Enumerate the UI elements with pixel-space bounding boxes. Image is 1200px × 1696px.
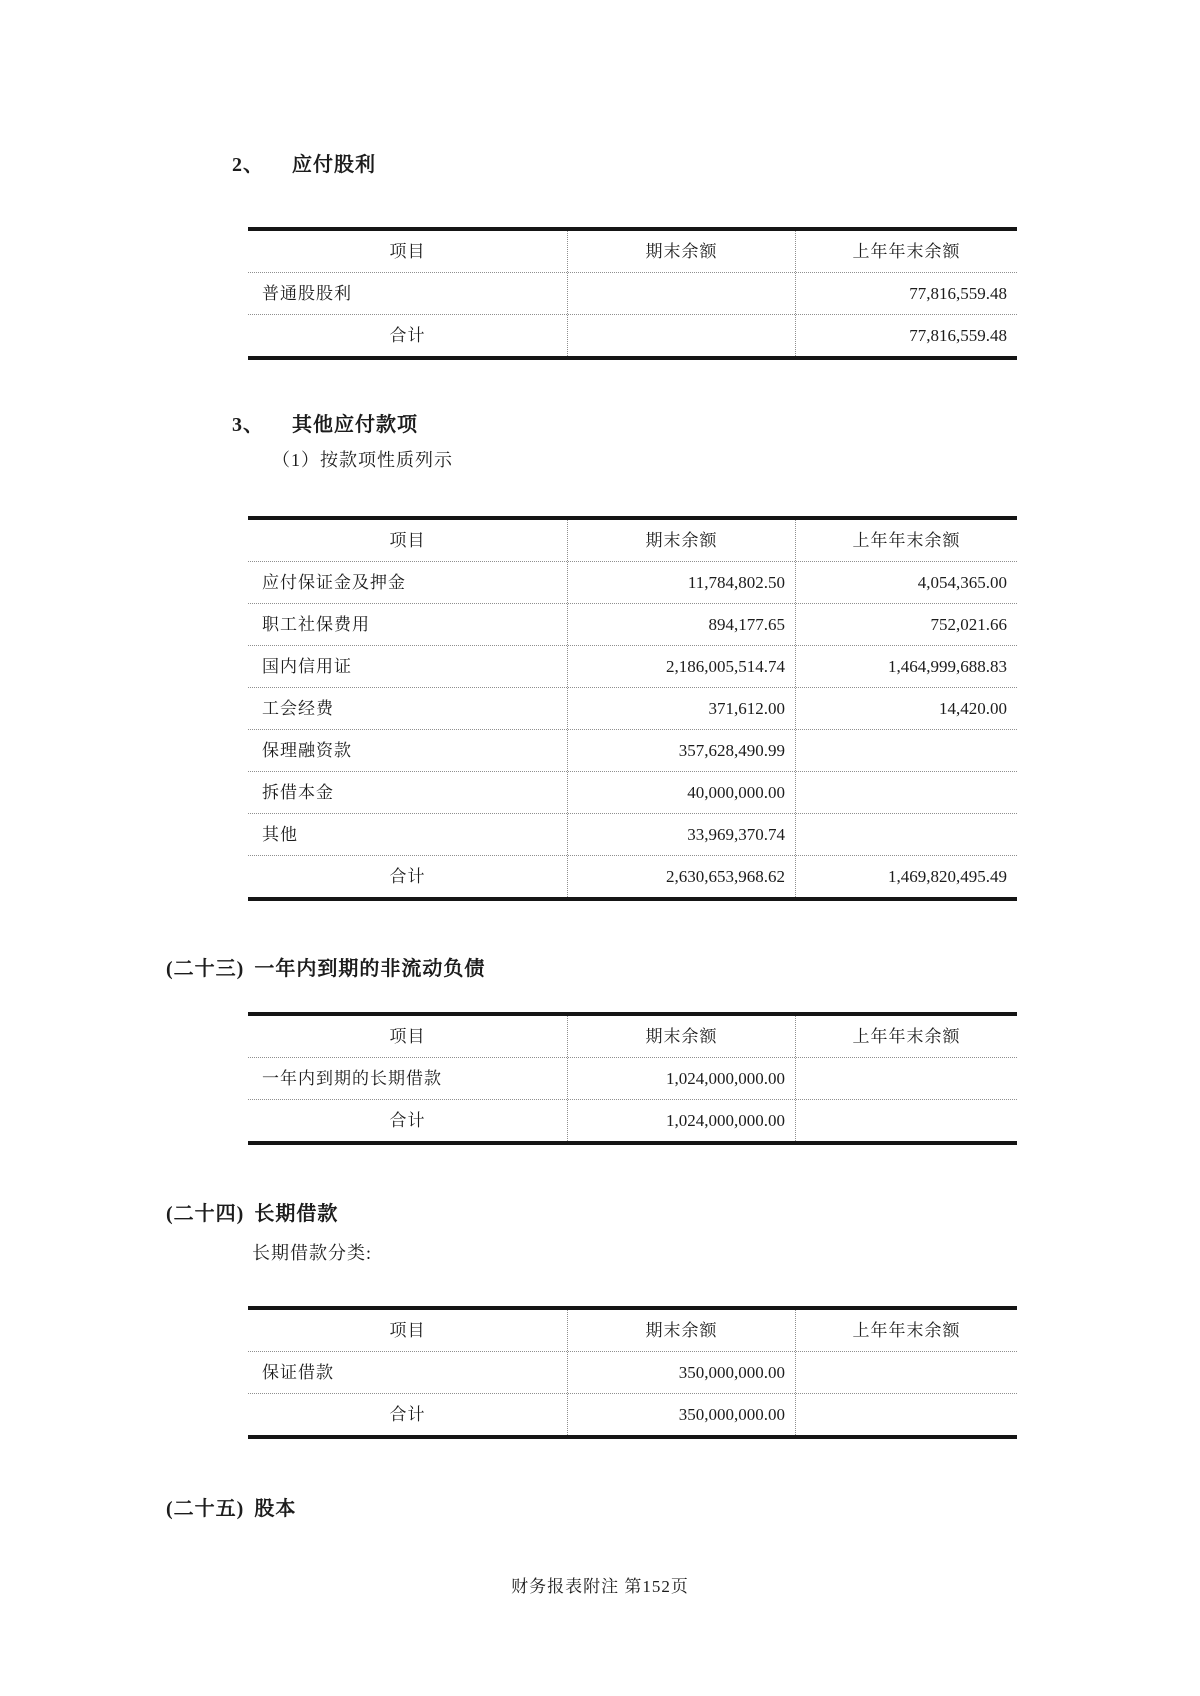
row-prior-year-balance: 1,464,999,688.83 <box>795 646 1017 687</box>
table-total-row <box>248 1099 1017 1141</box>
column-header-item: 项目 <box>389 1321 426 1340</box>
total-prior-year-balance: 77,816,559.48 <box>795 315 1017 356</box>
table-total-row <box>248 855 1017 897</box>
row-prior-year-balance: 4,054,365.00 <box>795 562 1017 603</box>
row-item-label: 一年内到期的长期借款 <box>262 1069 442 1088</box>
table-row <box>248 1057 1017 1099</box>
column-header-prior-year-balance: 上年年末余额 <box>795 520 1017 561</box>
table-header-row <box>248 1310 1017 1351</box>
total-prior-year-balance <box>795 1100 1017 1141</box>
section-number: (二十五) <box>166 1498 245 1520</box>
total-closing-balance: 1,024,000,000.00 <box>567 1100 795 1141</box>
table-header-row <box>248 520 1017 561</box>
row-prior-year-balance <box>795 814 1017 855</box>
table-row <box>248 687 1017 729</box>
section-title: 一年内到期的非流动负债 <box>254 958 486 980</box>
row-closing-balance: 357,628,490.99 <box>567 730 795 771</box>
page-footer: 财务报表附注 第152页 <box>511 1577 689 1596</box>
total-label: 合计 <box>389 326 426 345</box>
total-label: 合计 <box>389 1405 426 1424</box>
section-title: 应付股利 <box>292 154 376 176</box>
column-header-prior-year-balance: 上年年末余额 <box>795 231 1017 272</box>
table-row <box>248 645 1017 687</box>
section-number: (二十四) <box>166 1203 245 1225</box>
table-row <box>248 813 1017 855</box>
table-row <box>248 729 1017 771</box>
table-total-row <box>248 314 1017 356</box>
column-header-prior-year-balance: 上年年末余额 <box>795 1310 1017 1351</box>
section-number: 2、 <box>232 154 264 176</box>
row-closing-balance: 371,612.00 <box>567 688 795 729</box>
row-closing-balance: 1,024,000,000.00 <box>567 1058 795 1099</box>
dividends-payable-table <box>248 227 1017 360</box>
section-heading-share-capital <box>166 1492 296 1521</box>
section-title: 股本 <box>254 1498 297 1520</box>
row-prior-year-balance <box>795 730 1017 771</box>
section-title: 其他应付款项 <box>292 414 418 436</box>
row-item-label: 保证借款 <box>262 1363 334 1382</box>
column-header-closing-balance: 期末余额 <box>567 231 795 272</box>
row-item-label: 国内信用证 <box>262 657 352 676</box>
row-item-label: 职工社保费用 <box>262 615 370 634</box>
longterm-loans-table <box>248 1306 1017 1439</box>
row-closing-balance: 350,000,000.00 <box>567 1352 795 1393</box>
row-prior-year-balance <box>795 772 1017 813</box>
column-header-closing-balance: 期末余额 <box>567 520 795 561</box>
column-header-closing-balance: 期末余额 <box>567 1310 795 1351</box>
total-closing-balance <box>567 315 795 356</box>
table-row <box>248 272 1017 314</box>
subsection-label-loan-classification: 长期借款分类: <box>252 1243 373 1263</box>
column-header-item: 项目 <box>389 242 426 261</box>
subsection-label-by-nature: （1）按款项性质列示 <box>272 450 453 470</box>
noncurrent-due-within-one-year-table <box>248 1012 1017 1145</box>
row-prior-year-balance: 14,420.00 <box>795 688 1017 729</box>
table-row <box>248 603 1017 645</box>
row-item-label: 工会经费 <box>262 699 334 718</box>
column-header-closing-balance: 期末余额 <box>567 1016 795 1057</box>
total-prior-year-balance: 1,469,820,495.49 <box>795 856 1017 897</box>
total-closing-balance: 350,000,000.00 <box>567 1394 795 1435</box>
section-number: 3、 <box>232 414 264 436</box>
column-header-item: 项目 <box>389 531 426 550</box>
row-closing-balance: 11,784,802.50 <box>567 562 795 603</box>
row-closing-balance: 33,969,370.74 <box>567 814 795 855</box>
table-row <box>248 1351 1017 1393</box>
row-item-label: 普通股股利 <box>262 284 352 303</box>
table-header-row <box>248 1016 1017 1057</box>
column-header-item: 项目 <box>389 1027 426 1046</box>
section-heading-dividends-payable <box>232 148 376 177</box>
row-item-label: 拆借本金 <box>262 783 334 802</box>
section-heading-longterm-loans <box>166 1197 338 1226</box>
total-prior-year-balance <box>795 1394 1017 1435</box>
section-title: 长期借款 <box>254 1203 339 1225</box>
table-row <box>248 771 1017 813</box>
section-heading-other-payables <box>232 408 418 437</box>
total-closing-balance: 2,630,653,968.62 <box>567 856 795 897</box>
other-payables-table <box>248 516 1017 901</box>
total-label: 合计 <box>389 867 426 886</box>
table-header-row <box>248 231 1017 272</box>
row-closing-balance <box>567 273 795 314</box>
row-prior-year-balance: 752,021.66 <box>795 604 1017 645</box>
table-total-row <box>248 1393 1017 1435</box>
section-number: (二十三) <box>166 958 245 980</box>
row-item-label: 保理融资款 <box>262 741 352 760</box>
section-heading-noncurrent-liabilities-due-within-one-year <box>166 952 485 981</box>
row-prior-year-balance <box>795 1058 1017 1099</box>
table-row <box>248 561 1017 603</box>
row-closing-balance: 2,186,005,514.74 <box>567 646 795 687</box>
row-closing-balance: 894,177.65 <box>567 604 795 645</box>
row-prior-year-balance <box>795 1352 1017 1393</box>
row-item-label: 应付保证金及押金 <box>262 573 406 592</box>
row-closing-balance: 40,000,000.00 <box>567 772 795 813</box>
total-label: 合计 <box>389 1111 426 1130</box>
row-item-label: 其他 <box>262 825 298 844</box>
row-prior-year-balance: 77,816,559.48 <box>795 273 1017 314</box>
column-header-prior-year-balance: 上年年末余额 <box>795 1016 1017 1057</box>
